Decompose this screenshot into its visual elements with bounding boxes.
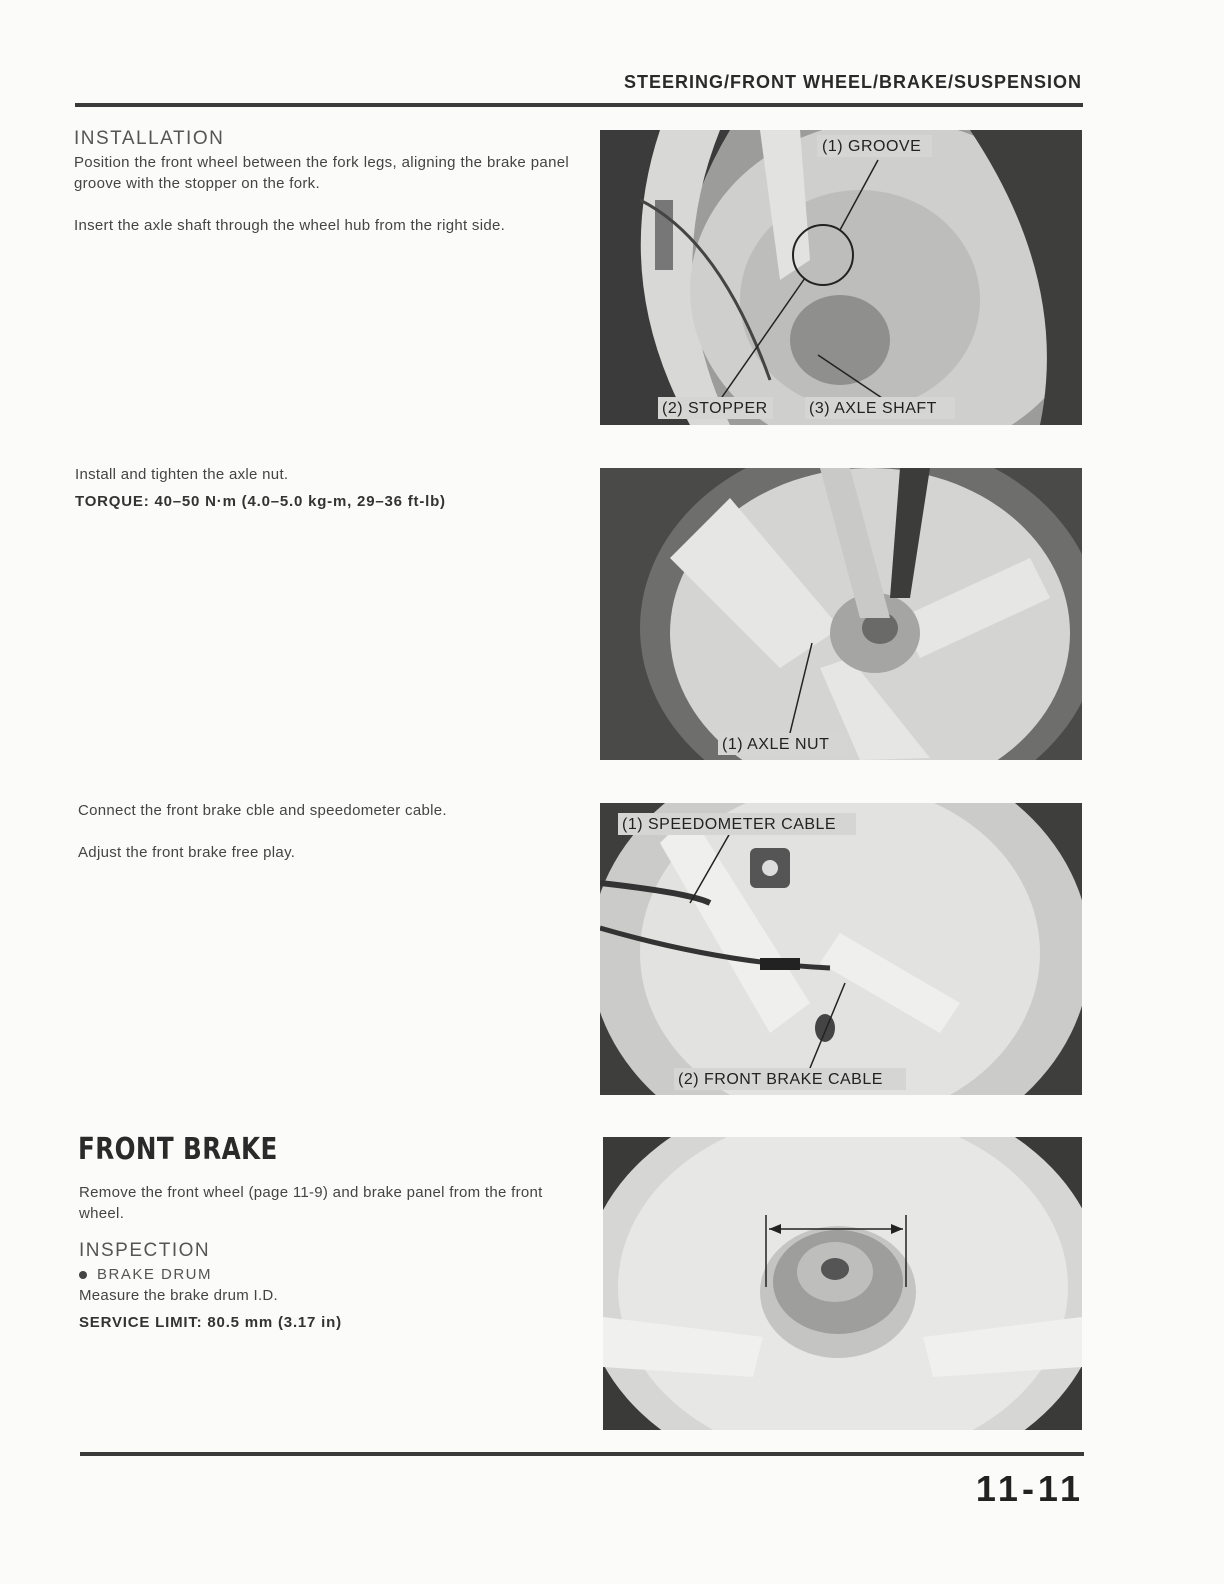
speedometer-cable-label: (1) SPEEDOMETER CABLE <box>622 816 837 833</box>
installation-block <box>74 128 569 236</box>
installation-para-1: Position the front wheel between the fork legs, aligning the brake panel groove with the stopper on the fork. <box>74 154 569 192</box>
bullet-icon <box>79 1271 87 1279</box>
cables-block <box>78 800 578 863</box>
inspection-heading: INSPECTION <box>79 1240 211 1261</box>
page-number: 11-11 <box>975 1468 1084 1509</box>
installation-para-2: Insert the axle shaft through the wheel hub from the right side. <box>74 217 506 234</box>
axle-nut-text: Install and tighten the axle nut. <box>75 466 289 483</box>
front-brake-block <box>79 1182 574 1333</box>
photo-axle-nut <box>600 468 1082 760</box>
torque-spec: TORQUE: 40–50 N·m (4.0–5.0 kg-m, 29–36 ft-lb) <box>75 493 446 510</box>
front-brake-title: FRONT BRAKE <box>78 1132 278 1167</box>
bottom-rule <box>80 1452 1084 1456</box>
brake-drum-label: BRAKE DRUM <box>97 1266 213 1283</box>
cables-para-2: Adjust the front brake free play. <box>78 844 296 861</box>
axle-nut-label: (1) AXLE NUT <box>722 736 830 753</box>
top-rule <box>75 103 1083 107</box>
front-brake-para: Remove the front wheel (page 11-9) and brake panel from the front wheel. <box>79 1184 543 1222</box>
service-limit: SERVICE LIMIT: 80.5 mm (3.17 in) <box>79 1314 342 1331</box>
front-brake-cable-label: (2) FRONT BRAKE CABLE <box>678 1071 883 1088</box>
axle-nut-block <box>75 464 575 512</box>
installation-heading: INSTALLATION <box>74 128 225 149</box>
section-header: STEERING/FRONT WHEEL/BRAKE/SUSPENSION <box>623 72 1082 92</box>
groove-label: (1) GROOVE <box>822 138 922 155</box>
cables-para-1: Connect the front brake cble and speedometer cable. <box>78 802 447 819</box>
photo-brake-drum <box>603 1137 1082 1430</box>
photo-groove-stopper <box>600 130 1082 425</box>
brake-drum-text: Measure the brake drum I.D. <box>79 1287 279 1304</box>
photo-cables <box>600 803 1082 1095</box>
axle-shaft-label: (3) AXLE SHAFT <box>809 400 937 417</box>
stopper-label: (2) STOPPER <box>662 400 768 417</box>
brake-drum-item <box>79 1264 574 1285</box>
